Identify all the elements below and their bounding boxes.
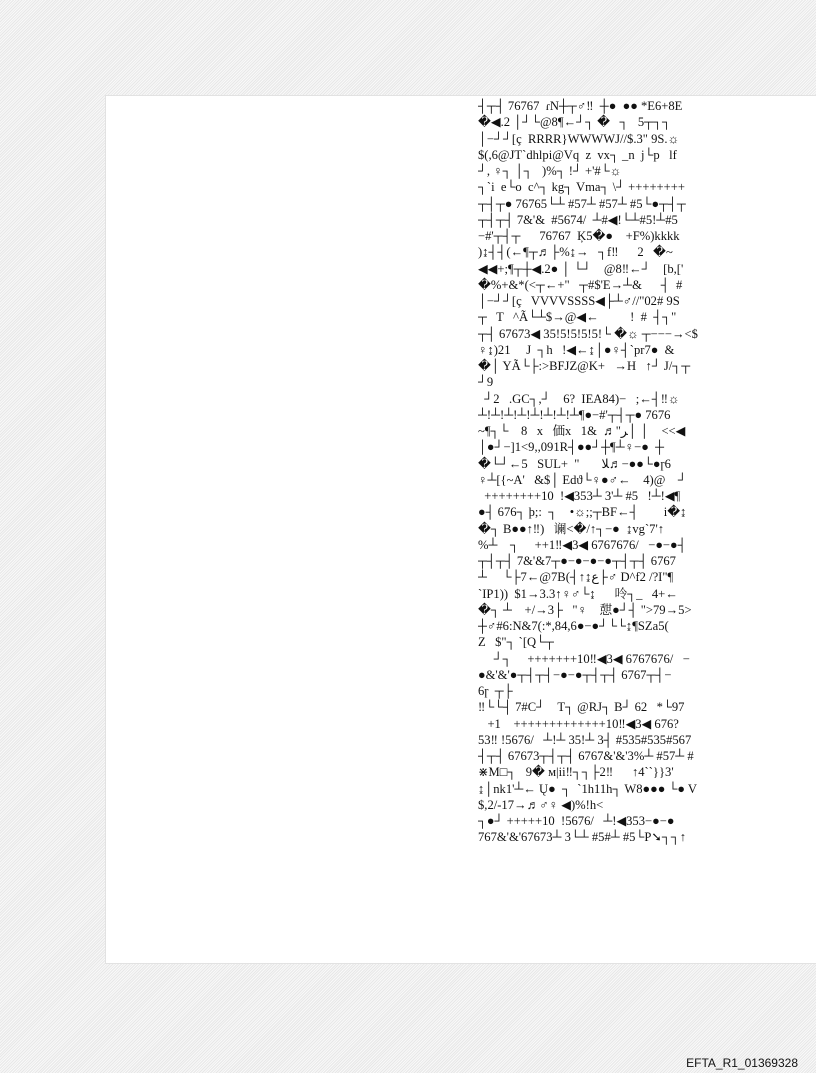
text-line-2: �◀.2 │┘└@8¶←┘┐ � ┐ 5┬┐┐ xyxy=(478,115,671,130)
text-line-15: ┬┤ 67673◀ 35!5!5!5!5!└ �☼ ┬−−−→<$ xyxy=(478,326,698,341)
scanned-page xyxy=(105,95,816,964)
text-line-31: `IP1)) $1→3.3↑♀♂└↨ 呤┐_ 4+← xyxy=(478,586,678,601)
text-line-42: ⋇M□┐ 9� м|ii‼┐┐├2‼ ↑4``}}3' xyxy=(478,765,674,780)
text-line-16: ♀↨)21 J ┐h !◀←↨│●♀┤`pr7● & xyxy=(478,342,675,357)
text-line-41: ┤┬┤ 67673┬┤┬┤ 6767&'&'3%┴ #57┴ # xyxy=(478,749,694,763)
text-line-9: −#'┬┤┬ 76767 Ķ5�● +F%)kkkk xyxy=(478,229,680,243)
text-line-12: �%+&*(<┬←+" ┬#$'E→┴& ┤ # xyxy=(478,277,683,292)
text-line-24: ♀┴[{~A' &$│ Edϑ└♀●♂← 4)@ ┘ xyxy=(478,472,687,487)
garbled-text-block xyxy=(478,98,816,846)
text-line-20: ┴!┴!┴!┴!┴!┴!┴!┴¶●−#'┬┤┬● 7676 xyxy=(478,407,671,422)
document-id-footer: EFTA_R1_01369328 xyxy=(686,1056,798,1070)
text-line-28: %┴ ┐ ++1‼◀3◀ 6767676/ −●−●┤ xyxy=(478,537,687,552)
text-line-36: ●&'&'●┬┤┬┤−●−●┬┤┬┤ 6767┬┤− xyxy=(478,667,672,682)
text-line-22: │●┘−]1<9,,091R┤●●┘┼¶┴♀−● ┼ xyxy=(478,440,665,455)
text-line-10: )↨┤┤(←¶┬♬├%↨→ ┐f‼ 2 �~ xyxy=(478,245,673,260)
text-line-6: ┐`i e└o c^┐ kg┐ Vma┐ \┘ ++++++++ xyxy=(478,180,685,195)
text-line-1: ┤┬┤ 76767 ɾN┼┬♂‼ ┼● ●● *E6+8E xyxy=(478,99,683,113)
text-line-29: ┬┤┬┤ 7&'&7┬●−●−●−●┬┤┬┤ 6767 xyxy=(478,554,676,568)
text-line-3: │−┘┘[ç RRRR}WWWWJ//$.3" 9S.☼ xyxy=(478,131,680,146)
text-line-45: ┐●┘ +++++10 !5676/ ┴!◀353−●−● xyxy=(478,814,675,828)
text-line-8: ┬┤┬┤ 7&'& #5674/ ┴#◀!└┴#5!┴#5 xyxy=(478,212,678,227)
text-line-34: Z $"┐ `[Q└┬ xyxy=(478,635,554,650)
text-line-23: �└┘←5 SUL+ " ﻼ♬−●●└●ɼ6 xyxy=(478,456,671,471)
text-line-25: ++++++++10 !◀353┴ 3'┴ #5 !┴!◀¶ xyxy=(478,489,681,503)
text-line-35: ┘┐ +++++++10‼◀3◀ 6767676/ − xyxy=(478,651,690,666)
text-line-5: ┘, ♀┐ │┐ )%┐ !┘ +'#└☼ xyxy=(478,164,622,178)
text-line-17: �│ YÃ└├:>BFJZ@K+ →H ↑┘ J/┐┬ xyxy=(478,359,691,373)
text-line-21: ~¶┐└ 8 x 価x ﺮ"♬ &1│ │ <<◀ xyxy=(478,424,686,438)
text-line-32: �┐ ┴ +/→3├ "♀ 憇●┘┤ ">79→5> xyxy=(478,602,692,617)
text-line-30: ┴ └├7←@7B(┤↑↨ع├♂ D^f2 /?I"¶ xyxy=(478,570,674,585)
text-line-33: ┼♂#6:N&7(:*,84,6●−●┘└└↨¶SZa5( xyxy=(478,619,669,633)
text-line-27: �┐ B●●↑‼) 谰<�/↑┐−● ↨vg`7'↑ xyxy=(478,521,665,536)
text-line-4: $(,6@JT`dhlpi@Vq z vx┐ _n j└p lf xyxy=(478,147,677,162)
text-line-38: ‼└└┤ 7#C┘ T┐ @RJ┐ B┘ 62 *└97 xyxy=(478,700,685,715)
text-line-19: ┘2 .GC┐,┘ 6? IEA84)− ;←┤‼☼ xyxy=(478,391,680,406)
text-line-44: $,2/-17→♬♂♀ ◀)%!h< xyxy=(478,797,604,812)
text-line-14: ┬ T ^Ã└┴$→@◀← ! # ┤┐" xyxy=(478,310,677,325)
text-line-37: 6ɼ ┬├ xyxy=(478,684,513,698)
text-line-13: │−┘┘[ç VVVVSSSS◀├┴♂//"02# 9S xyxy=(478,294,680,308)
text-line-43: ↨│nk1'┴← Ų● ┐ `1h11h┐ W8●●● └● V xyxy=(478,781,698,796)
text-line-18: ┘9 xyxy=(478,375,494,390)
text-line-11: ◀◀+;¶┬┼◀.2● │ └┘ @8‼←┘ [b,[' xyxy=(478,261,684,276)
text-line-40: 53‼ !5676/ ┴!┴ 35!┴ 3┤ #535#535#567 xyxy=(478,732,692,747)
text-line-7: ┬┤┬● 76765└┴ #57┴ #57┴ #5└●┬┤┬ xyxy=(478,196,686,211)
text-line-46: 767&'&'67673┴ 3└┴ #5#┴ #5└P➘┐┐↑ xyxy=(478,830,687,845)
text-line-26: ●┤ 676┐ þ;: ┐ •☼;;┬BF←┤ i�↨ xyxy=(478,505,687,520)
text-line-39: +1 +++++++++++++10‼◀3◀ 676? xyxy=(478,716,679,731)
